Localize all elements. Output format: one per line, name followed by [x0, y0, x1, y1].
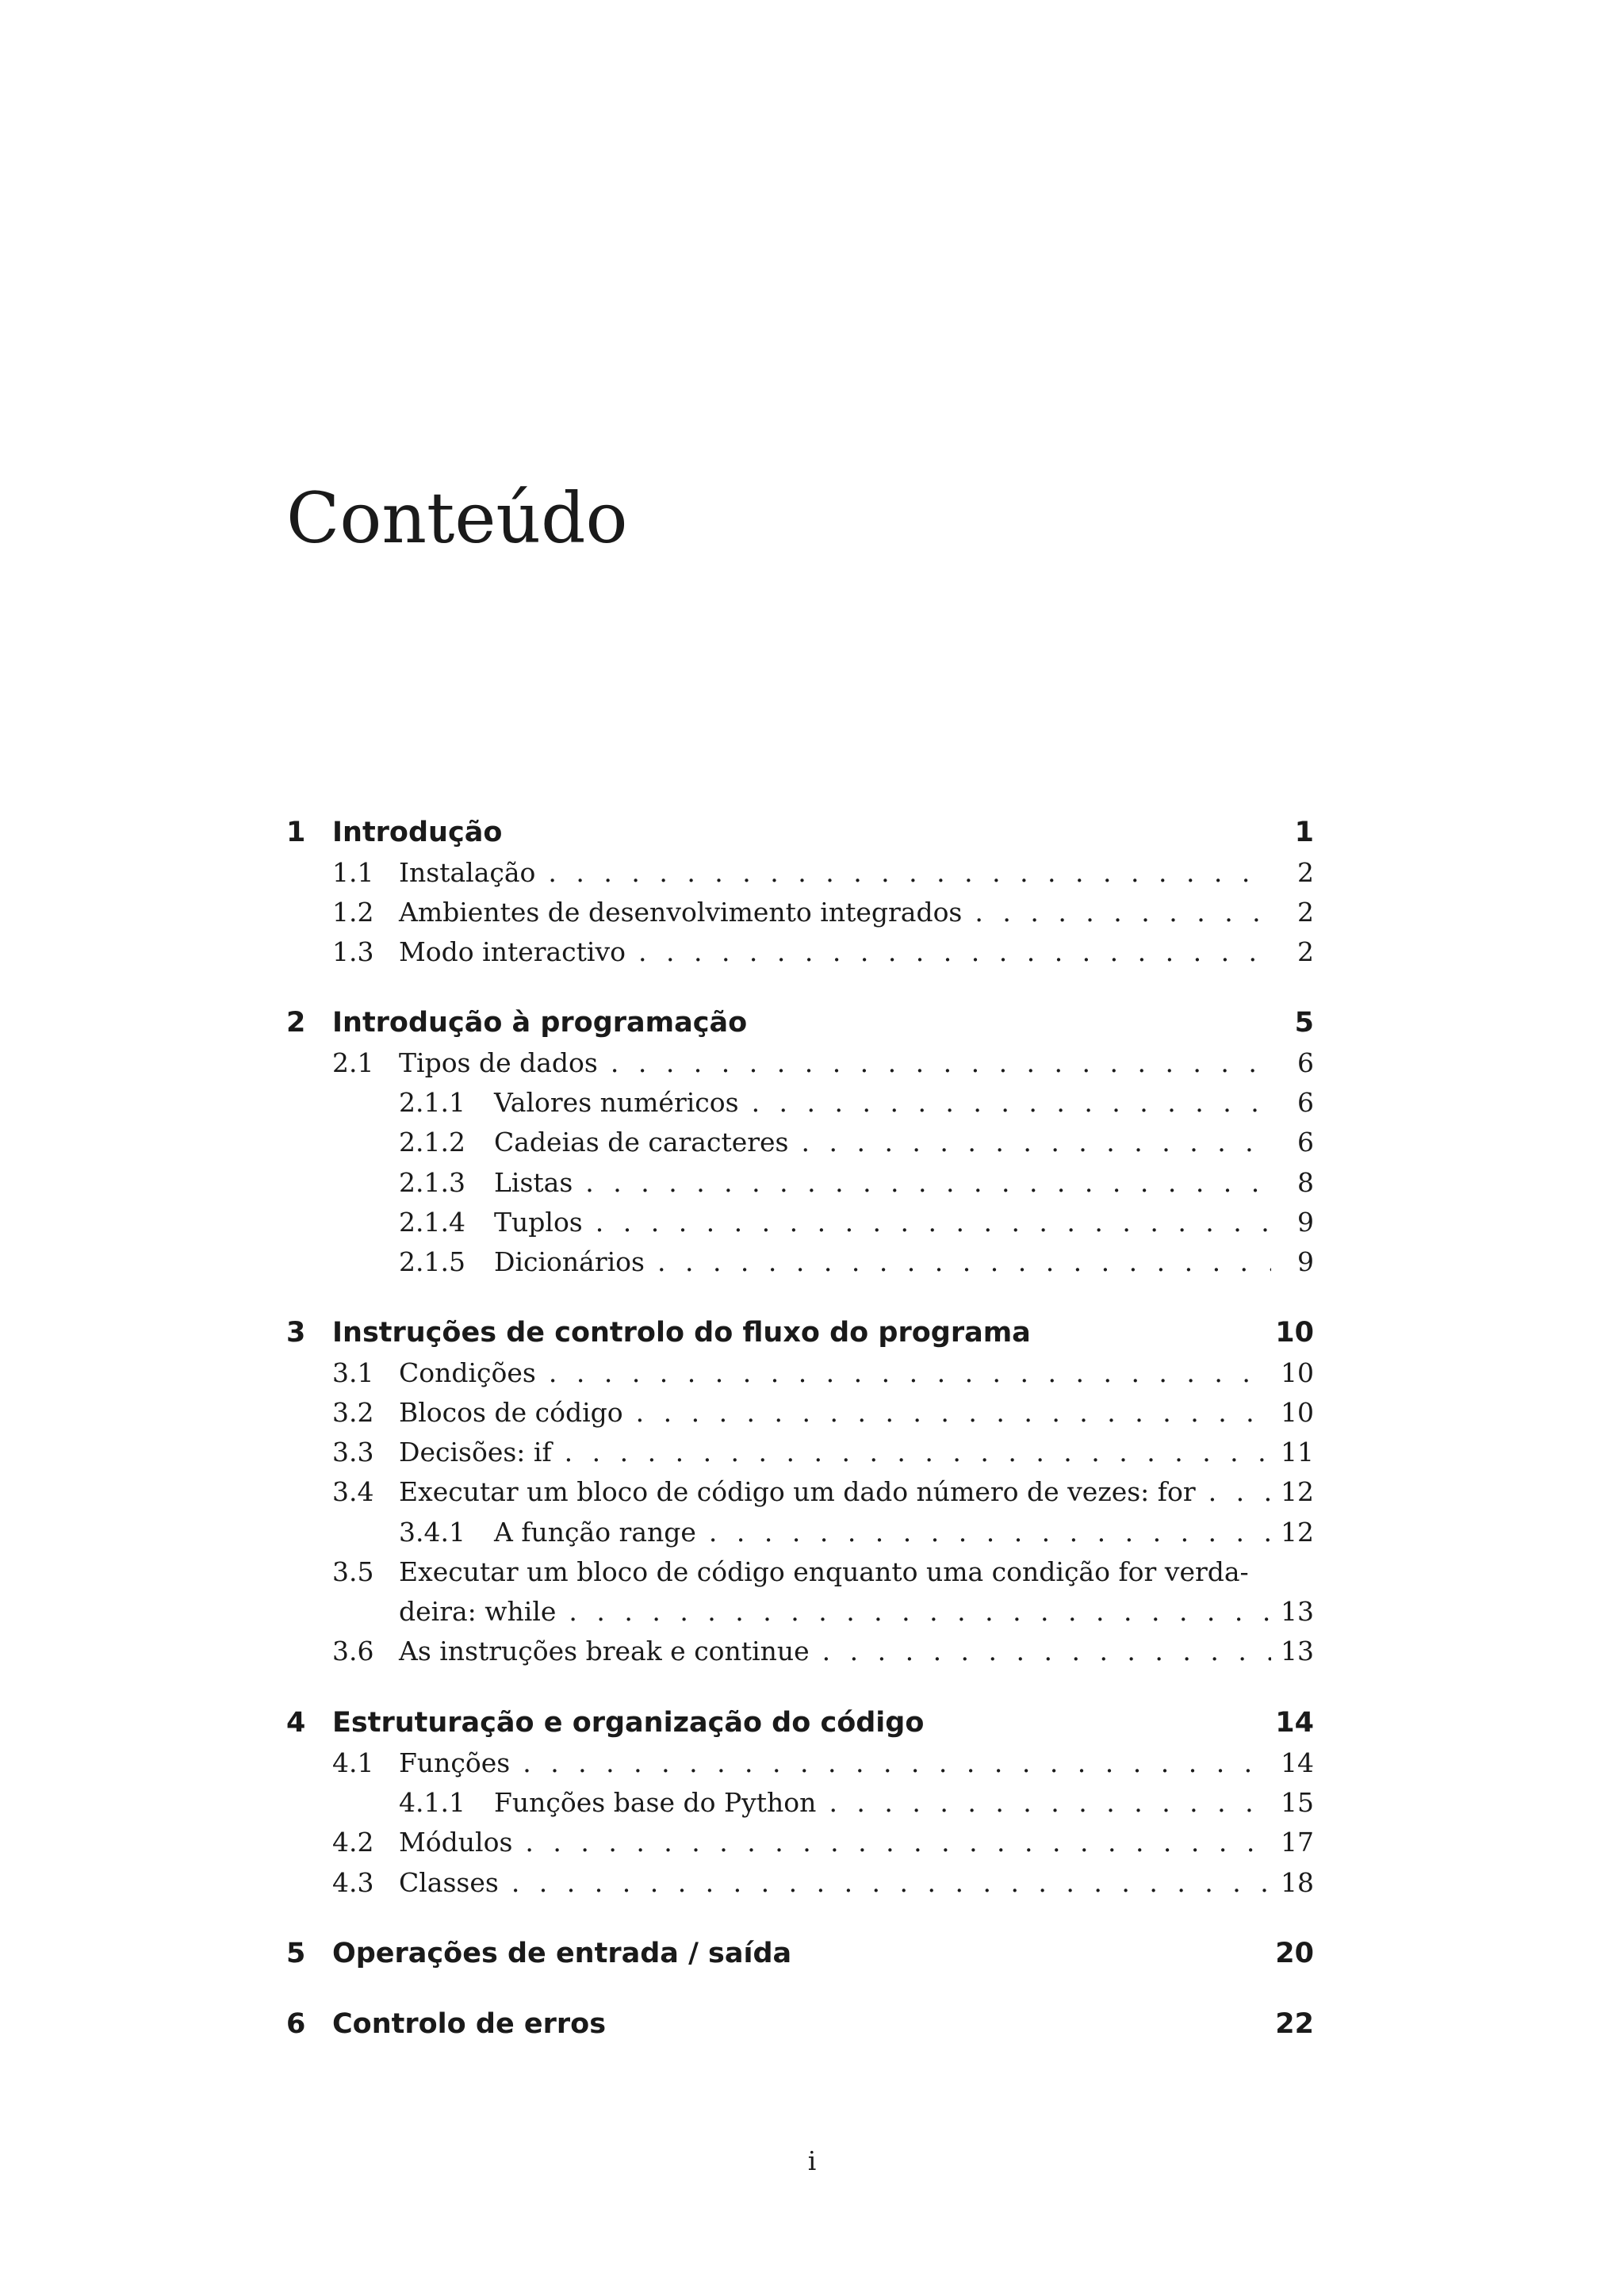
- toc-dot-leader: [511, 1867, 1271, 1898]
- toc-dot-leader: [569, 1596, 1271, 1627]
- toc-dot-leader: [1208, 1476, 1271, 1507]
- toc-entry-title: A função range: [494, 1517, 696, 1548]
- toc-entry-title: Listas: [494, 1167, 573, 1198]
- toc-section-entry[interactable]: [286, 1636, 1314, 1675]
- toc-entry-title: Instalação: [399, 857, 536, 888]
- toc-entry-number: 4.1.1: [399, 1787, 465, 1818]
- toc-subsection-entry[interactable]: [286, 1246, 1314, 1286]
- toc-chapter-entry[interactable]: [286, 1938, 1314, 1977]
- toc-section-entry[interactable]: [286, 857, 1314, 897]
- toc-subsection-entry[interactable]: [286, 1787, 1314, 1827]
- toc-entry-number: 2.1.1: [399, 1087, 465, 1118]
- toc-entry-title: Tuplos: [494, 1207, 583, 1238]
- toc-section-entry[interactable]: [286, 1047, 1314, 1087]
- toc-dot-leader: [752, 1087, 1271, 1118]
- toc-entry-page-number: 8: [1297, 1167, 1314, 1198]
- toc-entry-number: 2: [286, 1007, 306, 1039]
- toc-entry-number: 1: [286, 817, 306, 848]
- toc-dot-leader: [657, 1246, 1271, 1277]
- toc-dot-leader: [802, 1127, 1272, 1158]
- toc-entry-number: 2.1: [332, 1047, 374, 1078]
- toc-entry-title: Módulos: [399, 1827, 513, 1858]
- toc-entry-page-number: 14: [1275, 1707, 1314, 1739]
- toc-entry-title: Ambientes de desenvolvimento integrados: [399, 897, 963, 928]
- toc-entry-page-number: 5: [1294, 1007, 1314, 1039]
- toc-chapter-entry[interactable]: [286, 1007, 1314, 1047]
- toc-entry-page-number: 9: [1297, 1246, 1314, 1277]
- toc-entry-title: Dicionários: [494, 1246, 645, 1277]
- toc-entry-number: 3.6: [332, 1636, 374, 1667]
- toc-entry-title: Executar um bloco de código enquanto uma condição for verda-: [399, 1556, 1249, 1587]
- toc-entry-title: Instruções de controlo do fluxo do programa: [332, 1317, 1031, 1349]
- footer-page-number: i: [807, 2145, 817, 2176]
- toc-entry-title: As instruções break e continue: [399, 1636, 810, 1667]
- toc-entry-title: Funções base do Python: [494, 1787, 817, 1818]
- toc-entry-title: deira: while: [399, 1596, 557, 1627]
- toc-subsection-entry[interactable]: [286, 1087, 1314, 1127]
- toc-chapter-entry[interactable]: [286, 1707, 1314, 1747]
- toc-entry-number: 2.1.4: [399, 1207, 465, 1238]
- toc-section-entry[interactable]: [286, 1357, 1314, 1397]
- toc-section-entry[interactable]: [286, 1437, 1314, 1476]
- toc-entry-number: 4: [286, 1707, 306, 1739]
- toc-entry-number: 1.2: [332, 897, 374, 928]
- toc-entry-page-number: 2: [1297, 857, 1314, 888]
- toc-section-entry[interactable]: [286, 1747, 1314, 1787]
- toc-entry-page-number: 6: [1297, 1087, 1314, 1118]
- toc-entry-page-number: 1: [1294, 817, 1314, 848]
- toc-entry-page-number: 2: [1297, 936, 1314, 967]
- toc-entry-page-number: 12: [1281, 1517, 1314, 1548]
- toc-dot-leader: [549, 1357, 1271, 1388]
- toc-entry-page-number: 20: [1275, 1938, 1314, 1969]
- toc-entry-number: 2.1.5: [399, 1246, 465, 1277]
- toc-entry-title: Classes: [399, 1867, 499, 1898]
- toc-entry-page-number: 10: [1275, 1317, 1314, 1349]
- toc-entry-number: 1.3: [332, 936, 374, 967]
- toc-dot-leader: [638, 936, 1271, 967]
- toc-section-entry[interactable]: [286, 897, 1314, 936]
- toc-dot-leader: [636, 1397, 1271, 1428]
- toc-section-entry[interactable]: [286, 936, 1314, 976]
- toc-entry-page-number: 22: [1275, 2008, 1314, 2040]
- toc-cont-entry[interactable]: [286, 1596, 1314, 1636]
- toc-entry-number: 1.1: [332, 857, 374, 888]
- toc-entry-number: 4.3: [332, 1867, 374, 1898]
- toc-entry-title: Operações de entrada / saída: [332, 1938, 792, 1969]
- toc-section-entry[interactable]: [286, 1556, 1314, 1596]
- toc-entry-title: Condições: [399, 1357, 536, 1388]
- toc-entry-page-number: 17: [1281, 1827, 1314, 1858]
- toc-dot-leader: [822, 1636, 1271, 1667]
- toc-entry-title: Introdução: [332, 817, 503, 848]
- toc-entry-number: 4.1: [332, 1747, 374, 1778]
- toc-entry-number: 3.5: [332, 1556, 374, 1587]
- toc-subsection-entry[interactable]: [286, 1167, 1314, 1207]
- toc-section-entry[interactable]: [286, 1397, 1314, 1437]
- toc-entry-page-number: 10: [1281, 1397, 1314, 1428]
- toc-entry-page-number: 11: [1281, 1437, 1314, 1468]
- toc-entry-number: 2.1.2: [399, 1127, 465, 1158]
- toc-entry-title: Blocos de código: [399, 1397, 623, 1428]
- toc-entry-page-number: 15: [1281, 1787, 1314, 1818]
- toc-entry-title: Estruturação e organização do código: [332, 1707, 925, 1739]
- toc-dot-leader: [975, 897, 1271, 928]
- page-title: Conteúdo: [286, 477, 628, 559]
- toc-entry-number: 4.2: [332, 1827, 374, 1858]
- toc-entry-page-number: 13: [1281, 1636, 1314, 1667]
- toc-entry-title: Cadeias de caracteres: [494, 1127, 789, 1158]
- toc-subsection-entry[interactable]: [286, 1127, 1314, 1166]
- toc-entry-title: Executar um bloco de código um dado número de vezes: for: [399, 1476, 1196, 1507]
- toc-entry-title: Decisões: if: [399, 1437, 552, 1468]
- toc-entry-number: 3.3: [332, 1437, 374, 1468]
- toc-dot-leader: [585, 1167, 1271, 1198]
- toc-entry-title: Controlo de erros: [332, 2008, 607, 2040]
- toc-entry-page-number: 10: [1281, 1357, 1314, 1388]
- toc-entry-number: 2.1.3: [399, 1167, 465, 1198]
- toc-entry-number: 6: [286, 2008, 306, 2040]
- toc-section-entry[interactable]: [286, 1867, 1314, 1907]
- toc-subsection-entry[interactable]: [286, 1517, 1314, 1556]
- toc-entry-number: 3: [286, 1317, 306, 1349]
- toc-entry-number: 3.2: [332, 1397, 374, 1428]
- toc-entry-title: Modo interactivo: [399, 936, 626, 967]
- toc-entry-page-number: 2: [1297, 897, 1314, 928]
- toc-entry-title: Valores numéricos: [494, 1087, 739, 1118]
- toc-dot-leader: [611, 1047, 1271, 1078]
- table-of-contents: [286, 0, 1314, 2296]
- toc-dot-leader: [523, 1747, 1271, 1778]
- toc-entry-number: 3.4: [332, 1476, 374, 1507]
- toc-dot-leader: [709, 1517, 1271, 1548]
- toc-entry-page-number: 6: [1297, 1047, 1314, 1078]
- toc-chapter-entry[interactable]: [286, 817, 1314, 856]
- toc-entry-title: Tipos de dados: [399, 1047, 598, 1078]
- toc-entry-page-number: 12: [1281, 1476, 1314, 1507]
- toc-entry-page-number: 18: [1281, 1867, 1314, 1898]
- toc-section-entry[interactable]: [286, 1827, 1314, 1866]
- toc-dot-leader: [596, 1207, 1271, 1238]
- toc-entry-number: 5: [286, 1938, 306, 1969]
- toc-entry-page-number: 13: [1281, 1596, 1314, 1627]
- toc-dot-leader: [565, 1437, 1271, 1468]
- toc-subsection-entry[interactable]: [286, 1207, 1314, 1246]
- toc-section-entry[interactable]: [286, 1476, 1314, 1516]
- toc-entry-number: 3.1: [332, 1357, 374, 1388]
- toc-dot-leader: [829, 1787, 1271, 1818]
- toc-entry-page-number: 14: [1281, 1747, 1314, 1778]
- toc-entry-title: Funções: [399, 1747, 511, 1778]
- toc-chapter-entry[interactable]: [286, 1317, 1314, 1357]
- toc-entry-number: 3.4.1: [399, 1517, 465, 1548]
- toc-entry-title: Introdução à programação: [332, 1007, 748, 1039]
- toc-dot-leader: [548, 857, 1271, 888]
- toc-dot-leader: [525, 1827, 1271, 1858]
- toc-entry-page-number: 6: [1297, 1127, 1314, 1158]
- toc-entry-page-number: 9: [1297, 1207, 1314, 1238]
- toc-chapter-entry[interactable]: [286, 2008, 1314, 2048]
